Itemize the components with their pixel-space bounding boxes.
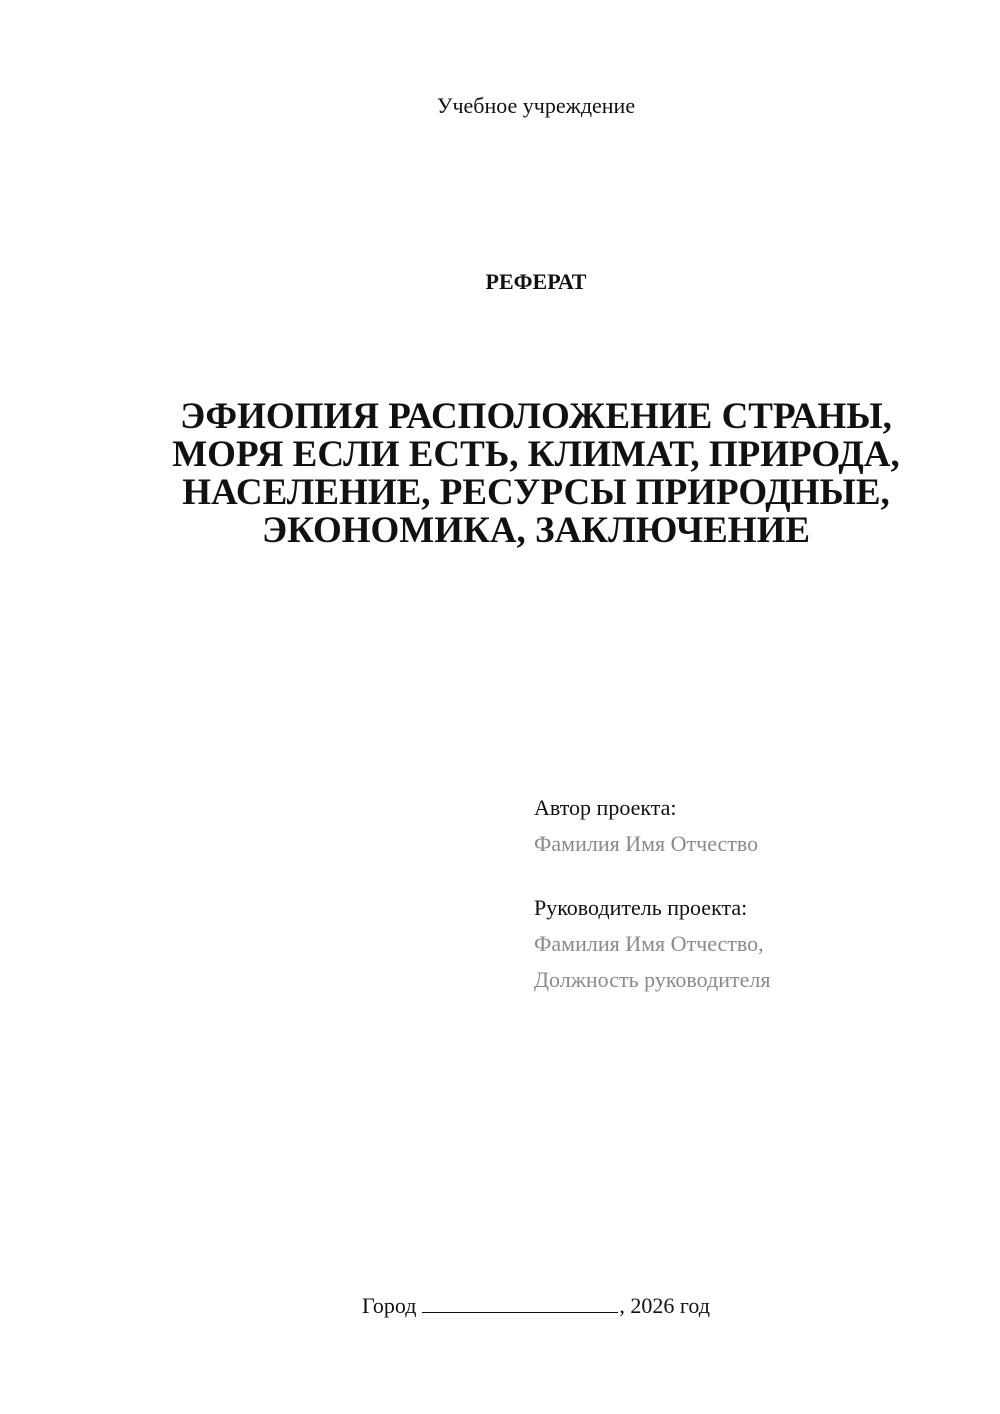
title-line-2: МОРЯ ЕСЛИ ЕСТЬ, КЛИМАТ, ПРИРОДА, [172,434,900,475]
institution-name: Учебное учреждение [436,93,636,118]
credits-spacer [534,862,974,890]
city-blank-line [422,1290,618,1313]
title-line-1: ЭФИОПИЯ РАСПОЛОЖЕНИЕ СТРАНЫ, [180,396,892,437]
document-title [120,398,952,550]
supervisor-name: Фамилия Имя Отчество, [534,931,764,956]
year-text: , 2026 год [619,1293,710,1318]
title-line-4: ЭКОНОМИКА, ЗАКЛЮЧЕНИЕ [261,510,811,551]
document-type: РЕФЕРАТ [485,269,587,294]
credits-block [534,790,974,998]
author-name: Фамилия Имя Отчество [534,831,759,856]
city-label: Город [362,1293,417,1318]
supervisor-position: Должность руководителя [534,967,771,992]
title-line-3: НАСЕЛЕНИЕ, РЕСУРСЫ ПРИРОДНЫЕ, [182,472,890,513]
footer-city-year [0,1290,1000,1321]
supervisor-label: Руководитель проекта: [534,895,748,920]
author-label: Автор проекта: [534,795,677,820]
